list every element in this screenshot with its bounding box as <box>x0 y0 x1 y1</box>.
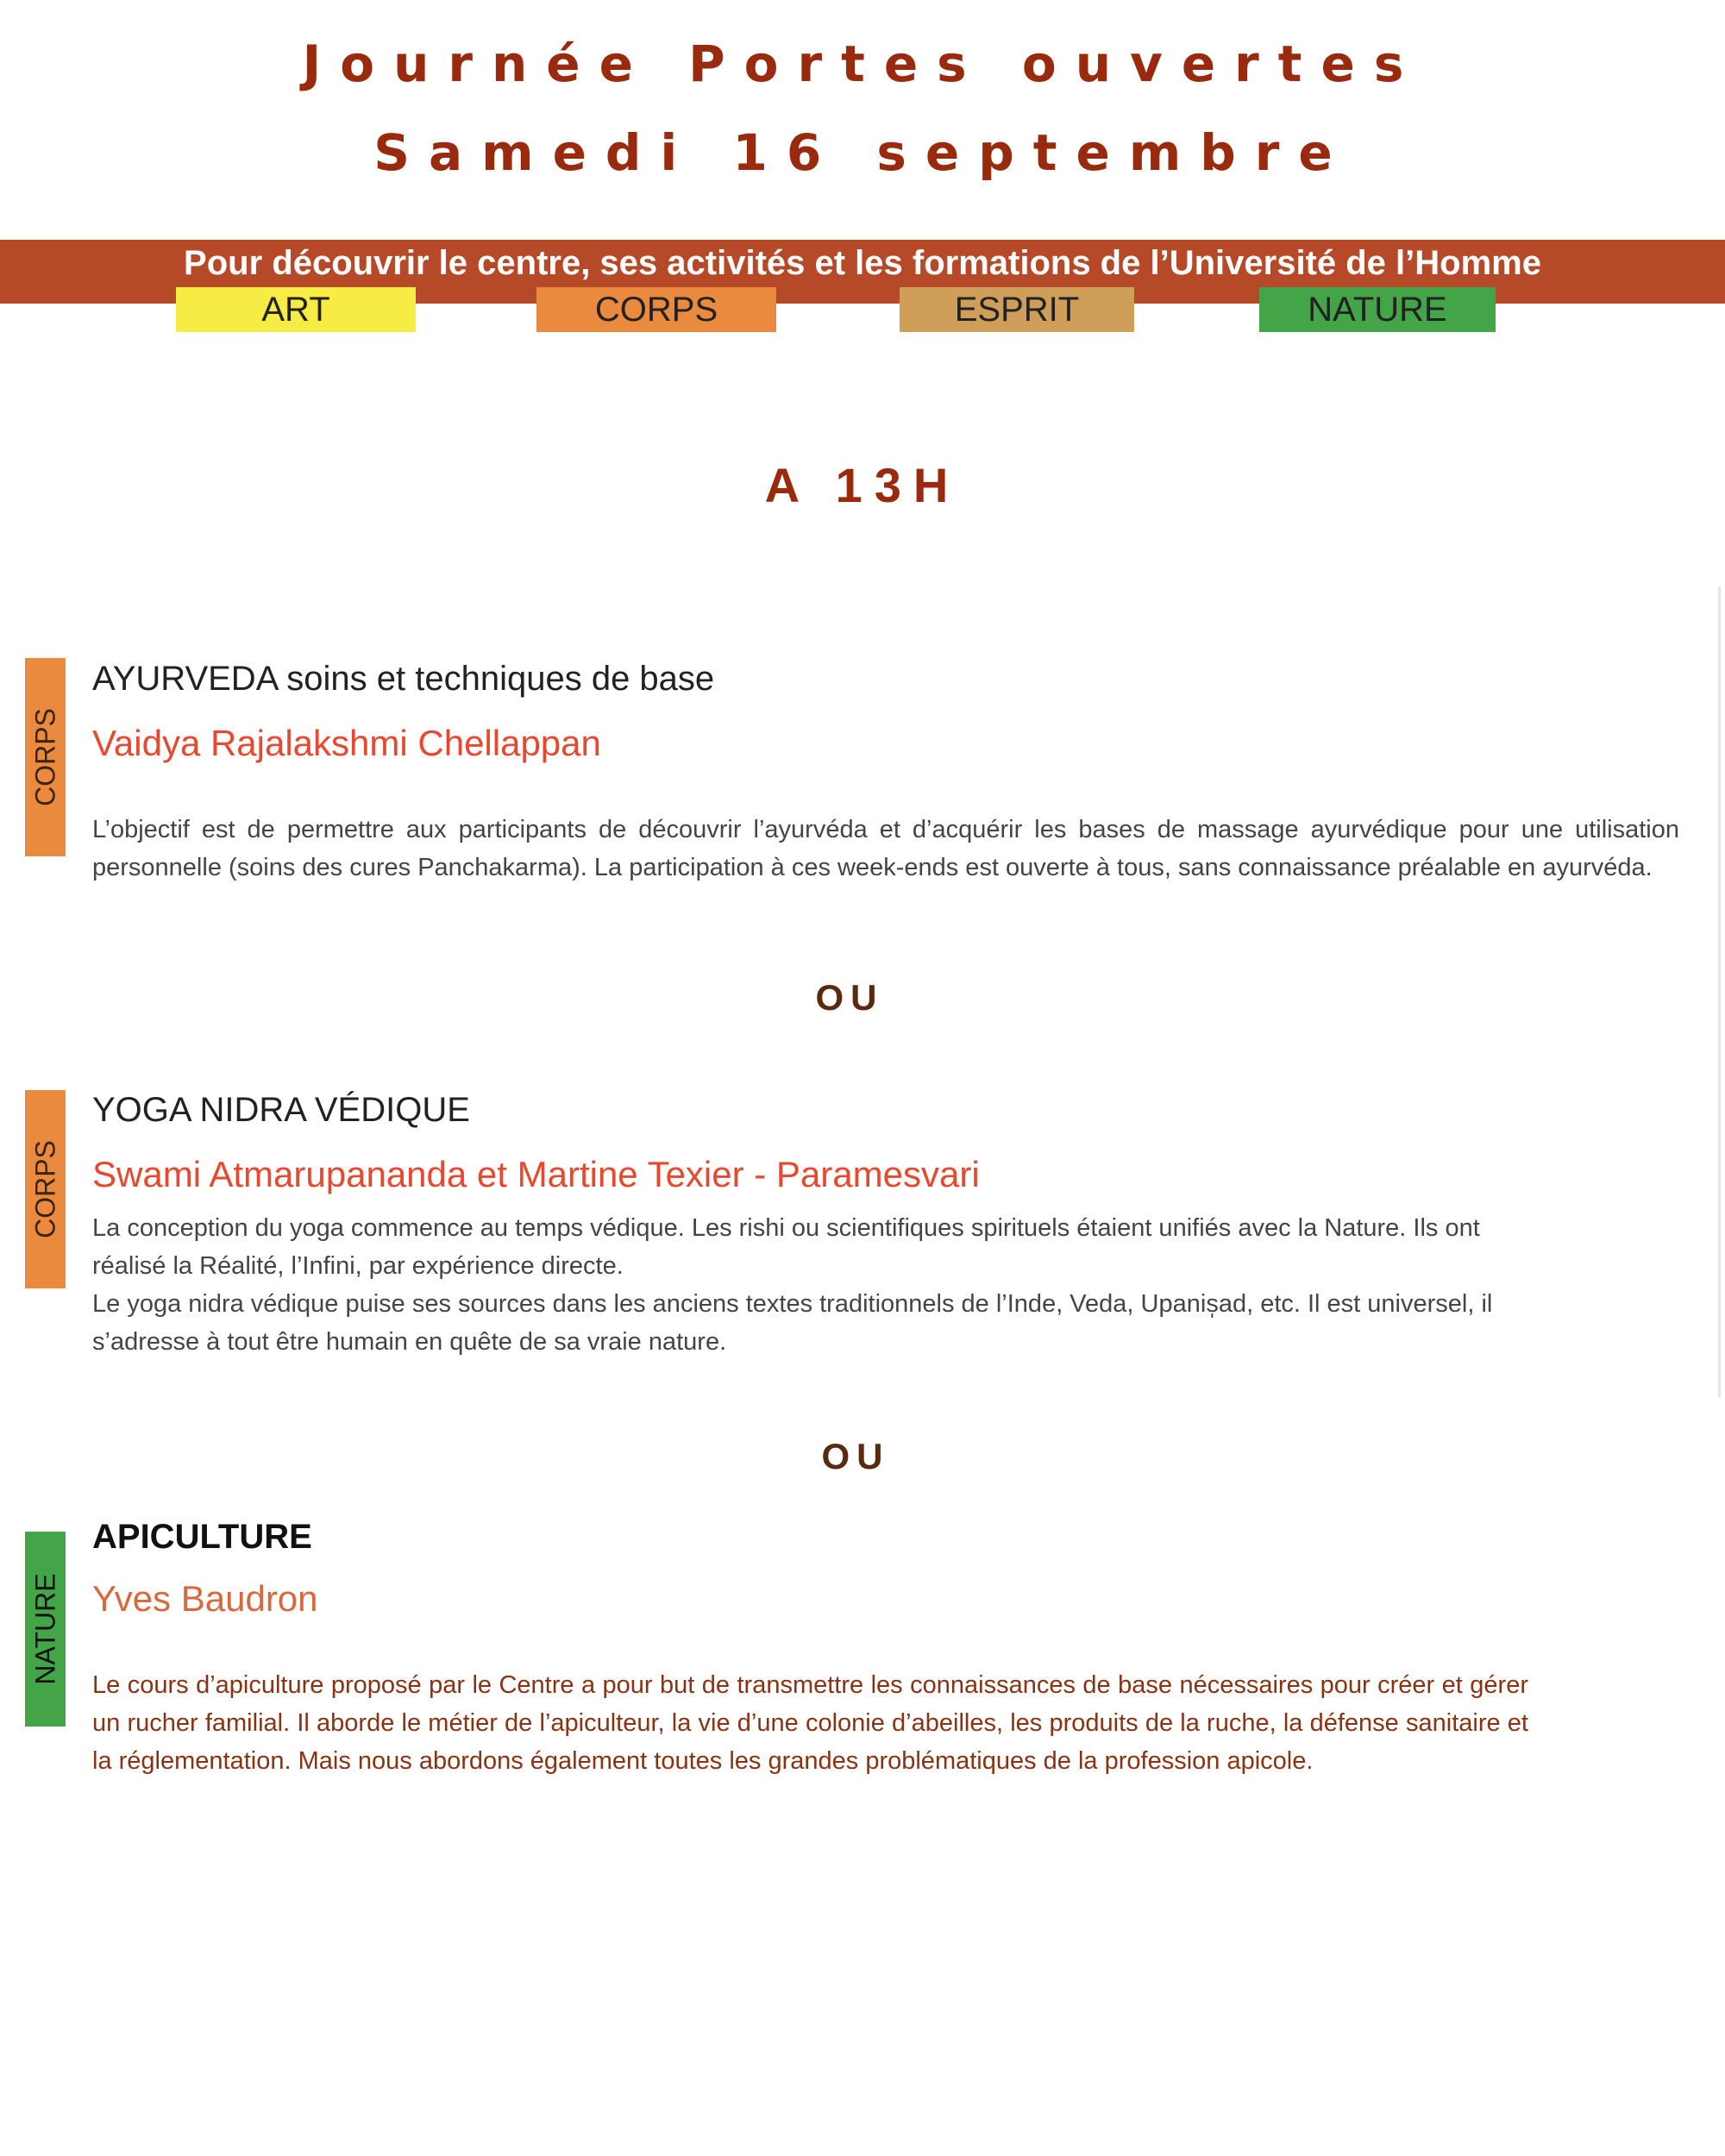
course-title: YOGA NIDRA VÉDIQUE <box>92 1091 470 1129</box>
category-tag-nature: NATURE <box>1259 287 1496 332</box>
time-heading: A 13H <box>764 458 961 512</box>
or-separator: OU <box>821 1436 890 1476</box>
course-presenter: Vaidya Rajalakshmi Chellappan <box>92 723 601 763</box>
course-description: Le cours d’apiculture proposé par le Centre a pour but de transmettre les connaissances de base nécessaires pour créer et gérer un rucher familial. Il aborde le métier de l’apiculteur, la vie d’une colonie d’abeilles, les produits de la ruche, la défense sanitaire et la réglementation. Mais nous abordons également toutes les grandes problématiques de la profession apicole. <box>92 1671 1528 1775</box>
event-title: Journée Portes ouvertes <box>302 34 1423 93</box>
category-tag-corps: CORPS <box>536 287 776 332</box>
category-side-label: CORPS <box>29 708 60 806</box>
category-side-label: NATURE <box>29 1573 60 1685</box>
category-tag-esprit: ESPRIT <box>900 287 1134 332</box>
category-side-tab <box>25 1090 66 1288</box>
course-description: L’objectif est de permettre aux participants de découvrir l’ayurvéda et d’acquérir les bases de massage ayurvédique pour une utilisation personnelle (soins des cures Panchakarma). La participation à ces week-ends est ouverte à tous, sans connaissance préalable en ayurvéda. <box>92 816 1679 881</box>
or-separator: OU <box>815 977 884 1018</box>
course-presenter: Yves Baudron <box>92 1578 318 1619</box>
divider <box>1718 586 1721 1397</box>
category-side-tab <box>25 1532 66 1727</box>
course-title: AYURVEDA soins et techniques de base <box>92 660 715 698</box>
course-presenter: Swami Atmarupananda et Martine Texier - Paramesvari <box>92 1154 980 1194</box>
course-title: APICULTURE <box>92 1518 312 1556</box>
event-date: Samedi 16 septembre <box>373 123 1352 182</box>
course-description <box>92 1209 1559 1361</box>
category-side-label: CORPS <box>29 1140 60 1238</box>
course-description-paragraph: La conception du yoga commence au temps védique. Les rishi ou scientifiques spirituels étaient unifiés avec la Nature. Ils ont réalisé la Réalité, l’Infini, par expérience directe. <box>92 1214 1480 1280</box>
category-tag-art: ART <box>176 287 416 332</box>
category-side-tab <box>25 658 66 856</box>
banner-text: Pour découvrir le centre, ses activités et les formations de l’Université de l’Homme <box>184 244 1541 282</box>
course-description-paragraph: Le yoga nidra védique puise ses sources dans les anciens textes traditionnels de l’Inde, Veda, Upanis̩ad, etc. Il est universel, il s’adresse à tout être humain en quête de sa vraie nature. <box>92 1290 1493 1356</box>
